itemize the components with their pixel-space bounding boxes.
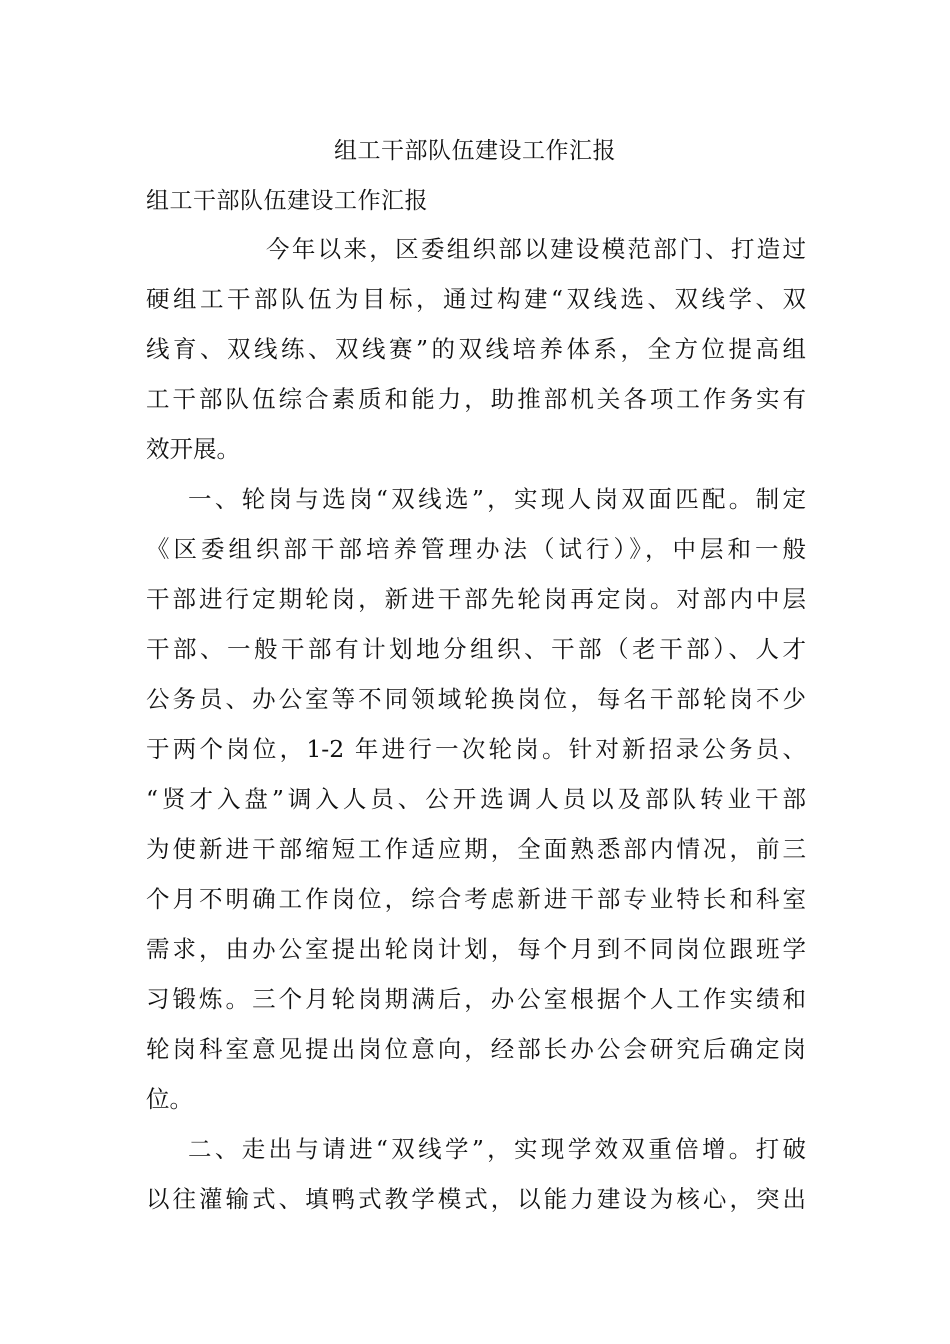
paragraph-line: 以往灌输式、填鸭式教学模式，以能力建设为核心，突出 (146, 1185, 806, 1213)
paragraph-line: 于两个岗位，1-2 年进行一次轮岗。针对新招录公务员、 (146, 735, 807, 763)
paragraph-line: “贤才入盘”调入人员、公开选调人员以及部队转业干部 (146, 785, 806, 813)
paragraph-line: 工干部队伍综合素质和能力，助推部机关各项工作务实有 (146, 385, 806, 413)
paragraph-line: 一、轮岗与选岗“双线选”，实现人岗双面匹配。制定 (188, 485, 806, 513)
paragraph-line: 习锻炼。三个月轮岗期满后，办公室根据个人工作实绩和 (146, 985, 806, 1013)
paragraph-line: 干部进行定期轮岗，新进干部先轮岗再定岗。对部内中层 (146, 585, 806, 613)
paragraph-line: 干部、一般干部有计划地分组织、干部（老干部）、人才 (146, 635, 806, 663)
paragraph-line: 《区委组织部干部培养管理办法（试行）》，中层和一般 (146, 535, 806, 563)
paragraph-line: 效开展。 (146, 435, 240, 463)
paragraph-line: 公务员、办公室等不同领域轮换岗位，每名干部轮岗不少 (146, 685, 806, 713)
paragraph-line: 今年以来，区委组织部以建设模范部门、打造过 (266, 235, 806, 263)
paragraph-line: 为使新进干部缩短工作适应期，全面熟悉部内情况，前三 (146, 835, 806, 863)
paragraph-line: 需求，由办公室提出轮岗计划，每个月到不同岗位跟班学 (146, 935, 806, 963)
document-title: 组工干部队伍建设工作汇报 (334, 138, 616, 164)
paragraph-line: 位。 (146, 1085, 193, 1113)
paragraph-line: 线育、双线练、双线赛”的双线培养体系，全方位提高组 (146, 335, 806, 363)
paragraph-line: 二、走出与请进“双线学”，实现学效双重倍增。打破 (188, 1135, 806, 1163)
paragraph-line: 硬组工干部队伍为目标，通过构建“双线选、双线学、双 (146, 285, 806, 313)
paragraph-line: 个月不明确工作岗位，综合考虑新进干部专业特长和科室 (146, 885, 806, 913)
document-subtitle: 组工干部队伍建设工作汇报 (146, 188, 428, 214)
paragraph-line: 轮岗科室意见提出岗位意向，经部长办公会研究后确定岗 (146, 1035, 806, 1063)
